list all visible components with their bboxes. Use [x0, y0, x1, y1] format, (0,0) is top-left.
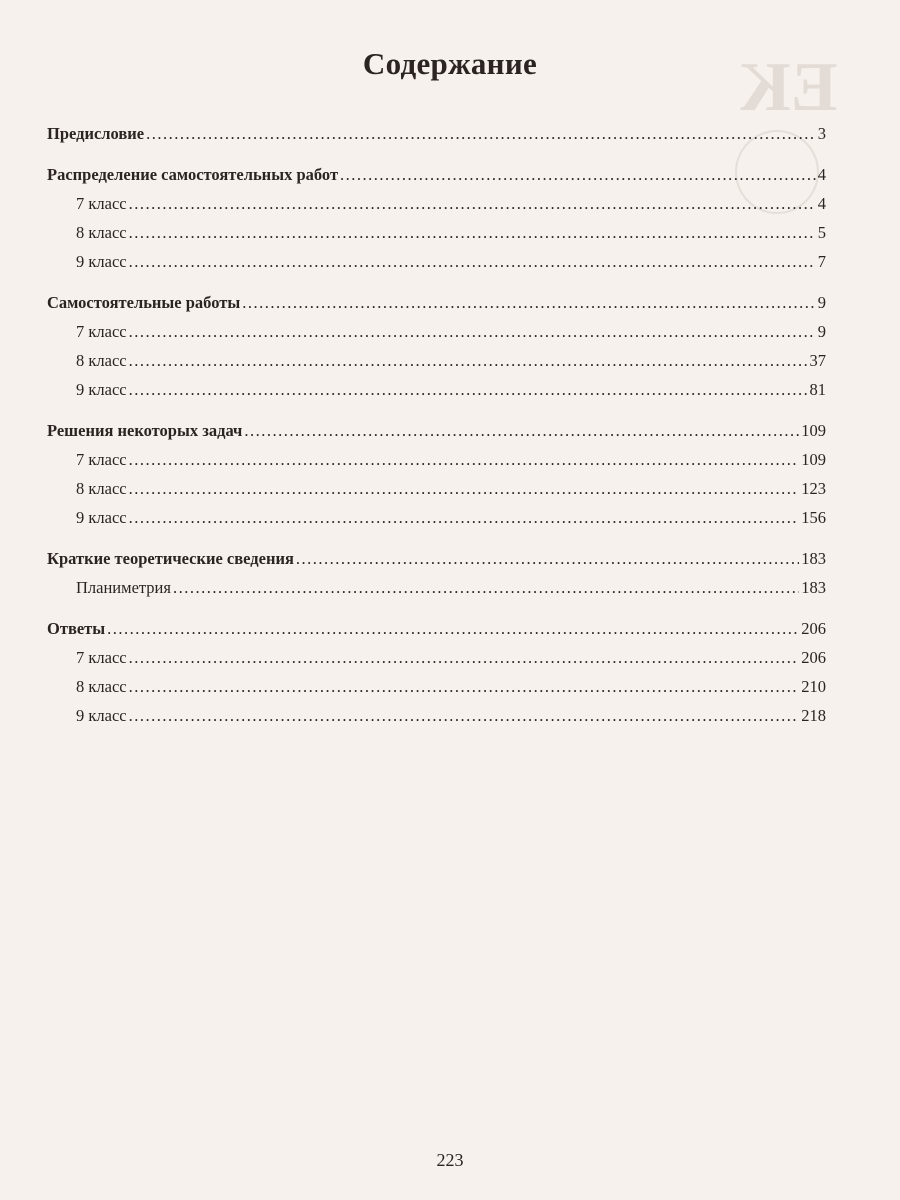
dot-leader: [129, 351, 808, 371]
dot-leader: [129, 648, 800, 668]
toc-subentry: [47, 578, 826, 607]
toc-entry-label: Планиметрия: [76, 578, 171, 597]
table-of-contents: [47, 124, 826, 735]
toc-entry-page: 81: [809, 380, 826, 399]
toc-entry-page: 7: [817, 252, 826, 271]
toc-section-entry: [47, 165, 826, 194]
dot-leader: [146, 124, 816, 144]
toc-entry-page: 183: [801, 549, 826, 568]
toc-entry-label: 9 класс: [76, 380, 127, 399]
toc-entry-page: 9: [817, 293, 826, 312]
toc-entry-page: 210: [801, 677, 826, 696]
dot-leader: [244, 421, 799, 441]
toc-entry-label: 7 класс: [76, 450, 127, 469]
toc-entry-page: 109: [801, 421, 826, 440]
toc-entry-label: 7 класс: [76, 322, 127, 341]
toc-entry-label: 9 класс: [76, 508, 127, 527]
dot-leader: [173, 578, 799, 598]
toc-entry-page: 37: [809, 351, 826, 370]
toc-entry-page: 218: [801, 706, 826, 725]
toc-entry-label: 9 класс: [76, 706, 127, 725]
toc-entry-label: Предисловие: [47, 124, 145, 143]
toc-section-entry: [47, 124, 826, 153]
toc-entry-label: Решения некоторых задач: [47, 421, 243, 440]
toc-entry-page: 123: [801, 479, 826, 498]
toc-section-entry: [47, 421, 826, 450]
toc-subentry: [47, 479, 826, 508]
toc-entry-label: Краткие теоретические сведения: [47, 549, 294, 568]
dot-leader: [129, 450, 800, 470]
toc-subentry: [47, 706, 826, 735]
toc-subentry: [47, 648, 826, 677]
dot-leader: [129, 252, 816, 272]
toc-entry-page: 109: [801, 450, 826, 469]
toc-section-entry: [47, 293, 826, 322]
dot-leader: [129, 508, 800, 528]
toc-subentry: [47, 194, 826, 223]
bleed-through-mark: ЕК: [740, 49, 838, 126]
page-number: 223: [436, 1150, 464, 1170]
toc-entry-page: 4: [817, 165, 826, 184]
toc-subentry: [47, 223, 826, 252]
toc-subentry: [47, 677, 826, 706]
toc-section-entry: [47, 619, 826, 648]
toc-entry-page: 9: [817, 322, 826, 341]
toc-subentry: [47, 322, 826, 351]
toc-entry-page: 156: [801, 508, 826, 527]
toc-entry-page: 4: [817, 194, 826, 213]
toc-entry-page: 206: [801, 648, 826, 667]
dot-leader: [129, 706, 800, 726]
toc-subentry: [47, 252, 826, 281]
toc-entry-label: 8 класс: [76, 351, 127, 370]
toc-entry-label: Распределение самостоятельных работ: [47, 165, 339, 184]
toc-subentry: [47, 508, 826, 537]
toc-subentry: [47, 380, 826, 409]
toc-entry-label: Самостоятельные работы: [47, 293, 241, 312]
dot-leader: [129, 380, 808, 400]
toc-entry-page: 206: [801, 619, 826, 638]
dot-leader: [242, 293, 816, 313]
toc-section-entry: [47, 549, 826, 578]
toc-entry-page: 3: [817, 124, 826, 143]
toc-entry-label: 9 класс: [76, 252, 127, 271]
toc-entry-label: 8 класс: [76, 223, 127, 242]
page-title: Содержание: [362, 46, 538, 81]
toc-entry-label: Ответы: [47, 619, 106, 638]
toc-entry-label: 7 класс: [76, 194, 127, 213]
dot-leader: [296, 549, 799, 569]
dot-leader: [107, 619, 799, 639]
toc-entry-page: 183: [801, 578, 826, 597]
toc-entry-label: 8 класс: [76, 479, 127, 498]
toc-entry-label: 7 класс: [76, 648, 127, 667]
toc-entry-page: 5: [817, 223, 826, 242]
dot-leader: [129, 677, 800, 697]
dot-leader: [129, 322, 816, 342]
toc-subentry: [47, 351, 826, 380]
dot-leader: [129, 194, 816, 214]
toc-entry-label: 8 класс: [76, 677, 127, 696]
dot-leader: [129, 223, 816, 243]
toc-subentry: [47, 450, 826, 479]
dot-leader: [129, 479, 800, 499]
dot-leader: [340, 165, 816, 185]
